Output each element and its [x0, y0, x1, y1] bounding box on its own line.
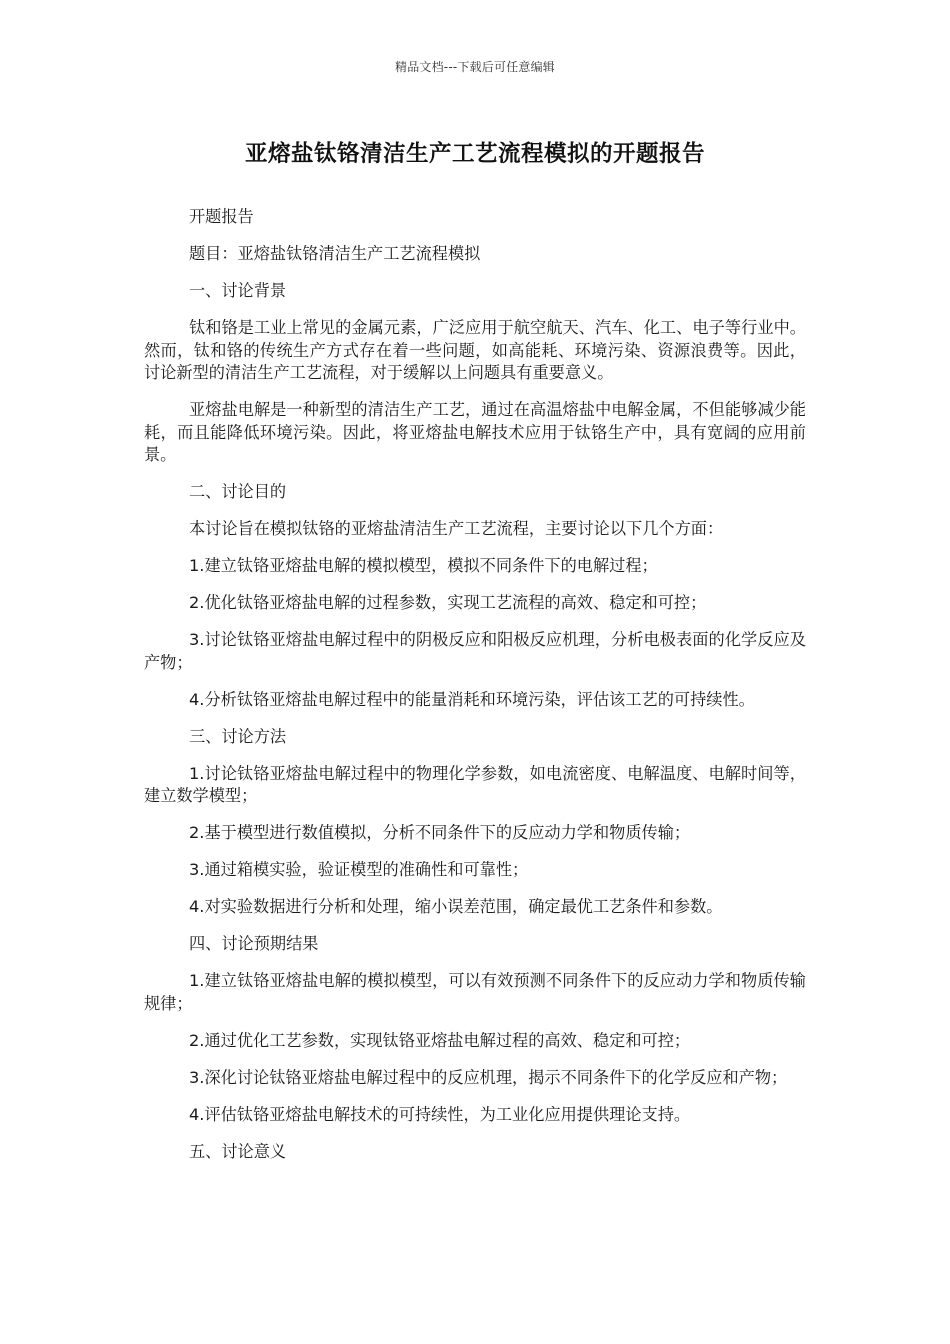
list-item: 2.通过优化工艺参数，实现钛铬亚熔盐电解过程的高效、稳定和可控；: [189, 1030, 691, 1050]
list-item: 4.分析钛铬亚熔盐电解过程中的能量消耗和环境污染，评估该工艺的可持续性。: [189, 689, 755, 709]
paragraph: 亚熔盐电解是一种新型的清洁生产工艺，通过在高温熔盐中电解金属，不但能够减少能耗，而且能降低环境污染。因此，将亚熔盐电解技术应用于钛铬生产中，具有宽阔的应用前景。: [144, 400, 806, 464]
section-heading-methods: 三、讨论方法: [189, 726, 287, 746]
list-item: 2.优化钛铬亚熔盐电解的过程参数，实现工艺流程的高效、稳定和可控；: [189, 593, 707, 612]
list-item: 2.基于模型进行数值模拟，分析不同条件下的反应动力学和物质传输；: [189, 823, 691, 842]
list-item: 3.深化讨论钛铬亚熔盐电解过程中的反应机理，揭示不同条件下的化学反应和产物；: [189, 1067, 788, 1087]
paragraph-topic: 题目：亚熔盐钛铬清洁生产工艺流程模拟: [189, 244, 481, 263]
list-item: 1.讨论钛铬亚熔盐电解过程中的物理化学参数，如电流密度、电解温度、电解时间等，建立数学模型；: [144, 763, 806, 805]
section-heading-significance: 五、讨论意义: [189, 1141, 287, 1161]
list-item: 4.对实验数据进行分析和处理，缩小误差范围，确定最优工艺条件和参数。: [189, 897, 723, 916]
header-note: 精品文档---下载后可任意编辑: [395, 60, 555, 74]
paragraph: 本讨论旨在模拟钛铬的亚熔盐清洁生产工艺流程，主要讨论以下几个方面：: [189, 519, 724, 538]
list-item: 4.评估钛铬亚熔盐电解技术的可持续性，为工业化应用提供理论支持。: [189, 1104, 691, 1124]
section-heading-expected-results: 四、讨论预期结果: [189, 934, 319, 953]
list-item: 3.讨论钛铬亚熔盐电解过程中的阴极反应和阳极反应机理，分析电极表面的化学反应及产物；: [144, 630, 806, 672]
section-heading-purpose: 二、讨论目的: [189, 482, 287, 501]
list-item: 1.建立钛铬亚熔盐电解的模拟模型，模拟不同条件下的电解过程；: [189, 556, 658, 575]
list-item: 1.建立钛铬亚熔盐电解的模拟模型，可以有效预测不同条件下的反应动力学和物质传输规律；: [144, 971, 806, 1013]
section-heading-background: 一、讨论背景: [189, 281, 287, 300]
document-body: [144, 206, 806, 1178]
document-title: 亚熔盐钛铬清洁生产工艺流程模拟的开题报告: [244, 141, 705, 167]
list-item: 3.通过箱模实验，验证模型的准确性和可靠性；: [189, 860, 529, 879]
paragraph: 钛和铬是工业上常见的金属元素，广泛应用于航空航天、汽车、化工、电子等行业中。然而，钛和铬的传统生产方式存在着一些问题，如高能耗、环境污染、资源浪费等。因此，讨论新型的清洁生产工艺流程，对于缓解以上问题具有重要意义。: [144, 318, 806, 382]
paragraph-report-label: 开题报告: [189, 207, 254, 226]
